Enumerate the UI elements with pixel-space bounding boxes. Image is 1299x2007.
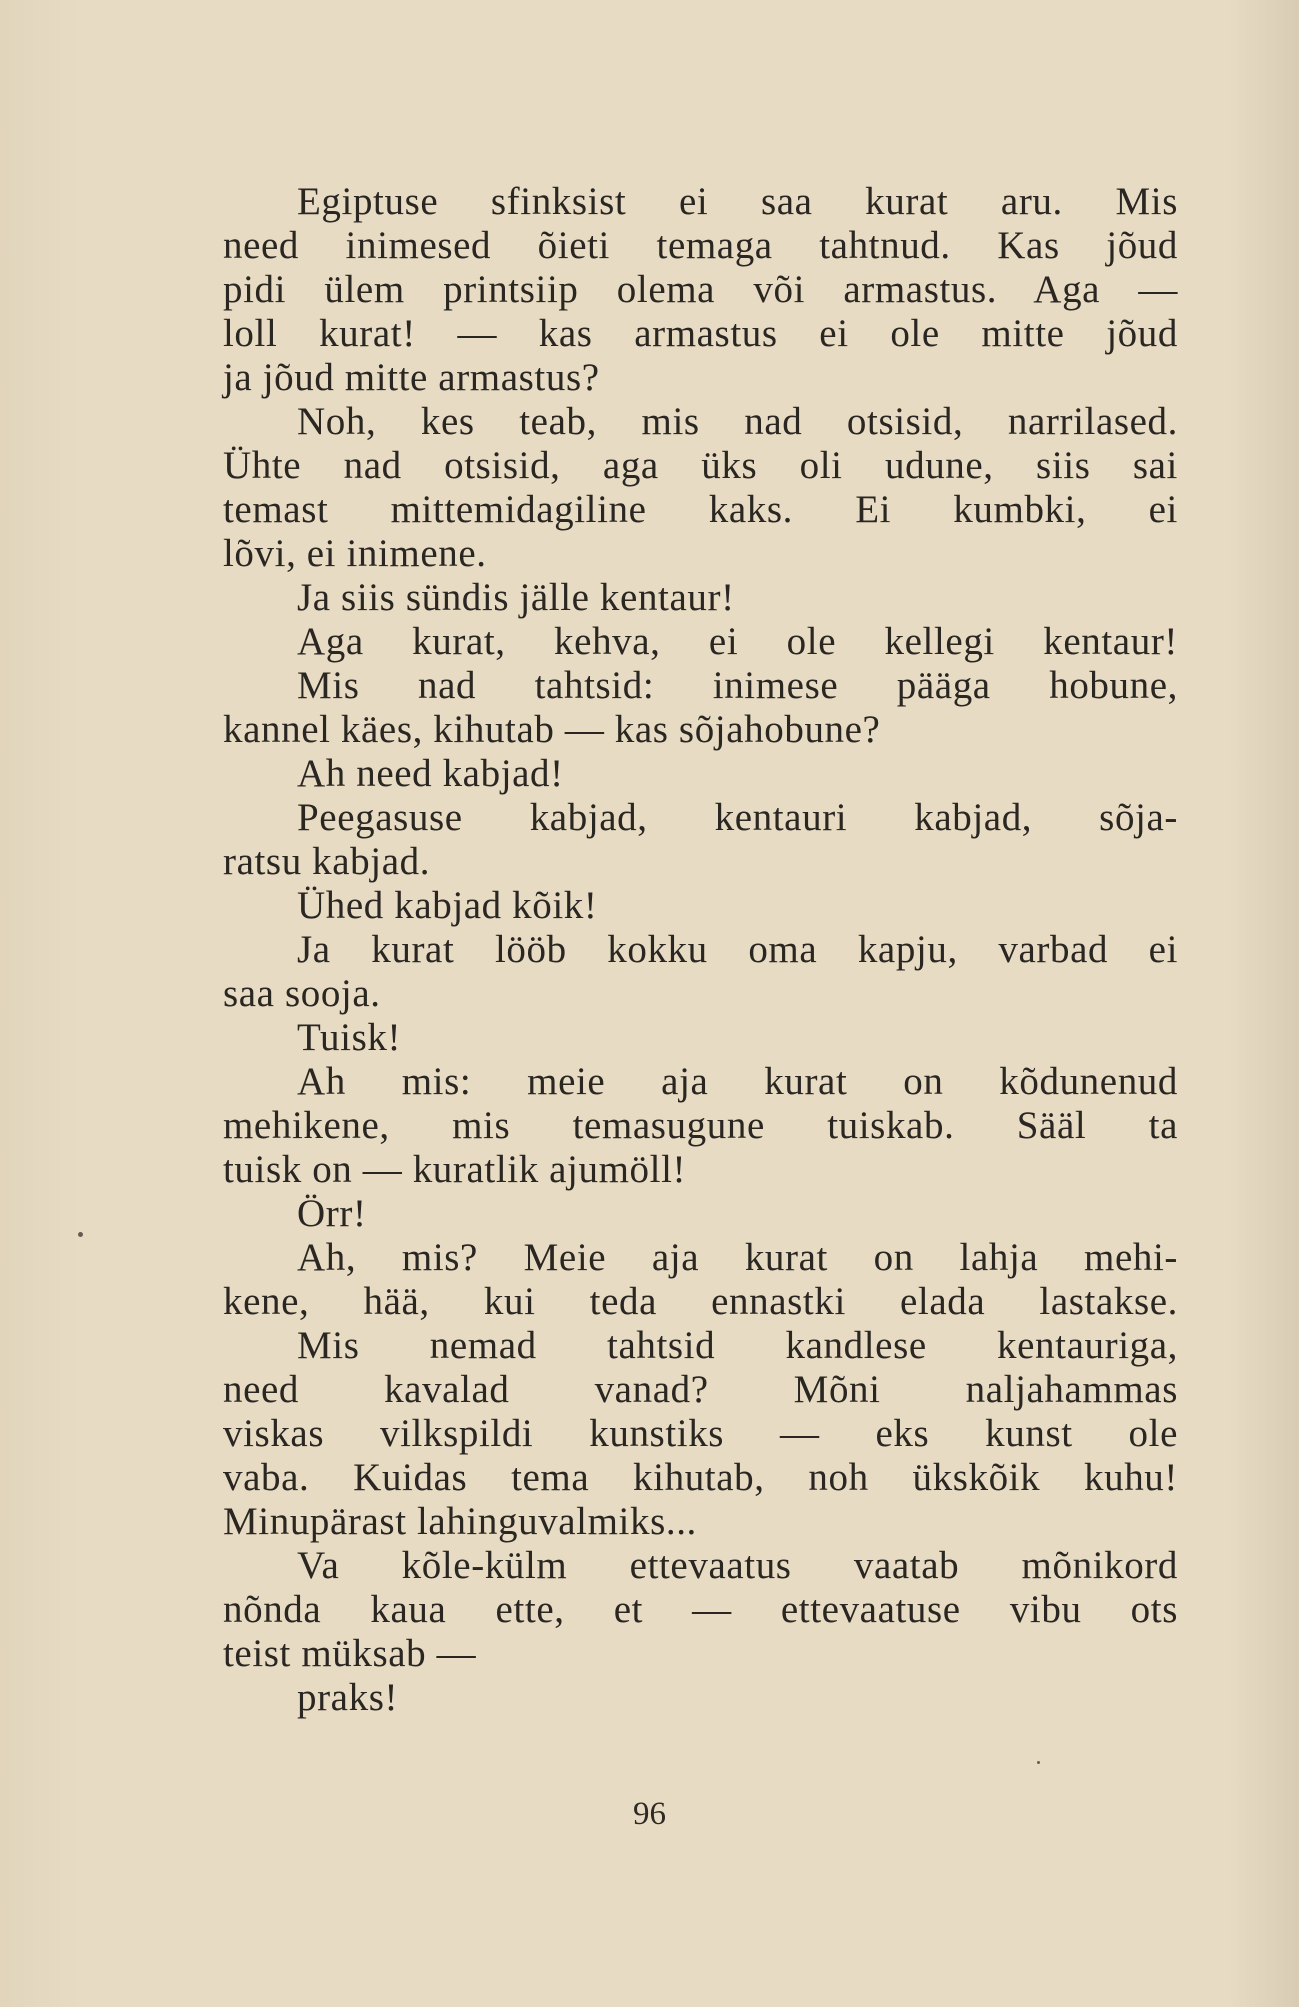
text-line: need kavalad vanad? Mõni naljahammas bbox=[223, 1368, 1178, 1411]
text-line: saa sooja. bbox=[223, 972, 381, 1015]
paper-speck bbox=[78, 1232, 83, 1237]
text-line: temast mittemidagiline kaks. Ei kumbki, ei bbox=[223, 488, 1178, 531]
text-line: Ühte nad otsisid, aga üks oli udune, siis sai bbox=[223, 444, 1178, 487]
text-line: ja jõud mitte armastus? bbox=[223, 356, 600, 399]
text-line: Mis nemad tahtsid kandlese kentauriga, bbox=[297, 1324, 1178, 1367]
text-line: Noh, kes teab, mis nad otsisid, narrilased. bbox=[297, 400, 1178, 443]
text-line: need inimesed õieti temaga tahtnud. Kas jõud bbox=[223, 224, 1178, 267]
text-line: lõvi, ei inimene. bbox=[223, 532, 487, 575]
text-line: nõnda kaua ette, et — ettevaatuse vibu ots bbox=[223, 1588, 1178, 1631]
text-line: Ühed kabjad kõik! bbox=[297, 884, 598, 927]
text-line: Va kõle-külm ettevaatus vaatab mõnikord bbox=[297, 1544, 1178, 1587]
text-line: Minupärast lahinguvalmiks... bbox=[223, 1500, 697, 1543]
text-line: kene, hää, kui teda ennastki elada lastakse. bbox=[223, 1280, 1178, 1323]
text-line: vaba. Kuidas tema kihutab, noh ükskõik kuhu! bbox=[223, 1456, 1178, 1499]
text-line: kannel käes, kihutab — kas sõjahobune? bbox=[223, 708, 881, 751]
text-line: teist müksab — bbox=[223, 1632, 477, 1675]
text-line: praks! bbox=[297, 1676, 399, 1719]
text-line: Peegasuse kabjad, kentauri kabjad, sõja- bbox=[297, 796, 1178, 839]
text-line: pidi ülem printsiip olema või armastus. Aga — bbox=[223, 268, 1178, 311]
text-line: tuisk on — kuratlik ajumöll! bbox=[223, 1148, 687, 1191]
text-line: loll kurat! — kas armastus ei ole mitte jõud bbox=[223, 312, 1178, 355]
body-text bbox=[223, 180, 1178, 1720]
text-line: Örr! bbox=[297, 1192, 367, 1235]
text-line: mehikene, mis temasugune tuiskab. Sääl ta bbox=[223, 1104, 1178, 1147]
page-number: 96 bbox=[633, 1796, 666, 1832]
text-line: Ah, mis? Meie aja kurat on lahja mehi- bbox=[297, 1236, 1178, 1279]
paper-speck bbox=[1037, 1761, 1040, 1764]
text-line: Ja kurat lööb kokku oma kapju, varbad ei bbox=[297, 928, 1178, 971]
text-line: Tuisk! bbox=[297, 1016, 402, 1059]
text-line: Ah mis: meie aja kurat on kõdunenud bbox=[297, 1060, 1178, 1103]
text-line: Egiptuse sfinksist ei saa kurat aru. Mis bbox=[297, 180, 1178, 223]
text-line: ratsu kabjad. bbox=[223, 840, 431, 883]
text-line: Ja siis sündis jälle kentaur! bbox=[297, 576, 735, 619]
text-line: viskas vilkspildi kunstiks — eks kunst ole bbox=[223, 1412, 1178, 1455]
text-line: Mis nad tahtsid: inimese pääga hobune, bbox=[297, 664, 1178, 707]
text-line: Ah need kabjad! bbox=[297, 752, 564, 795]
text-line: Aga kurat, kehva, ei ole kellegi kentaur! bbox=[297, 620, 1178, 663]
